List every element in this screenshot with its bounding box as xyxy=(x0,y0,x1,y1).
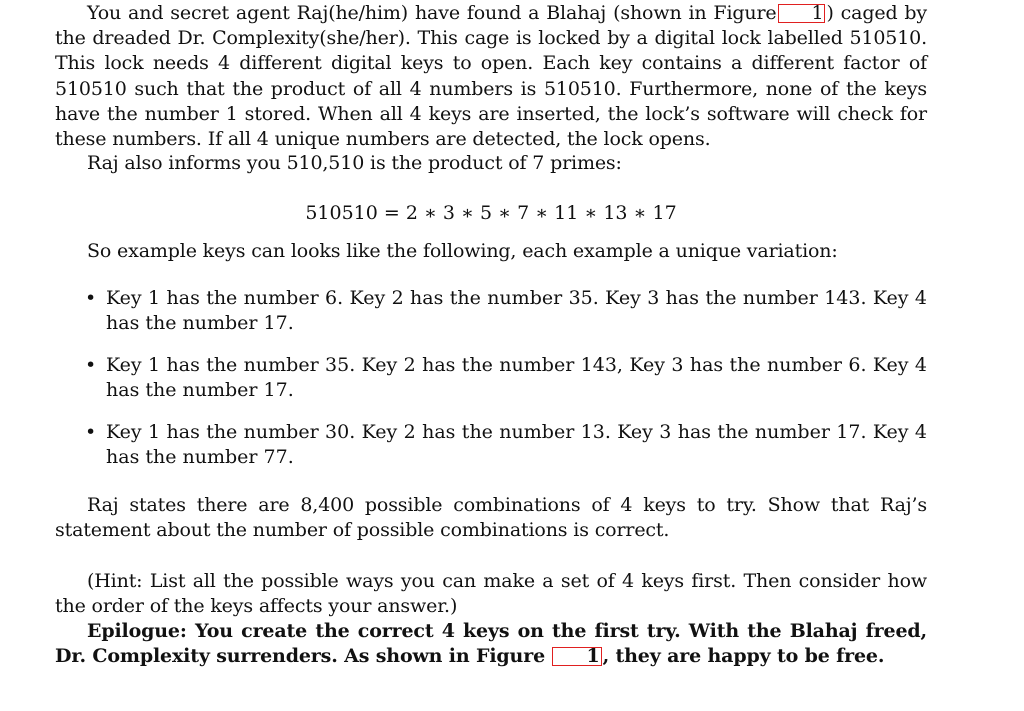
factorization-equation: 510510 = 2 ∗ 3 ∗ 5 ∗ 7 ∗ 11 ∗ 13 ∗ 17 xyxy=(305,202,677,224)
intro-text-before-ref: You and secret agent Raj(he/him) have found a Blahaj (shown in Figure xyxy=(87,2,777,24)
list-item xyxy=(55,420,927,470)
intro-text-after-ref: ) caged by the dreaded Dr. Complexity(she/her). This cage is locked by a digital lock labelled 510510. This lock needs 4 different digital keys to open. Each key contains a different factor of 510510 such that the product of all 4 numbers is 510510. Furthermore, none of the keys have the number 1 stored. When all 4 keys are inserted, the lock’s software will check for these numbers. If all 4 unique numbers are detected, the lock opens. xyxy=(55,2,927,151)
bullet-icon: • xyxy=(85,421,97,443)
intro-paragraph xyxy=(55,1,927,152)
hint-paragraph: (Hint: List all the possible ways you can make a set of 4 keys first. Then consider how the order of the keys affects your answer.) xyxy=(55,570,927,618)
epilogue-paragraph xyxy=(55,619,927,669)
question-paragraph: Raj states there are 8,400 possible combinations of 4 keys to try. Show that Raj’s statement about the number of possible combinations is correct. xyxy=(55,494,927,542)
epilogue-text-before-ref: Epilogue: You create the correct 4 keys on the first try. With the Blahaj freed, Dr. Complexity surrenders. As shown in Figure xyxy=(55,620,927,668)
figure-reference-link[interactable]: 1 xyxy=(552,647,601,666)
primes-paragraph: Raj also informs you 510,510 is the product of 7 primes: xyxy=(87,152,622,174)
bullet-icon: • xyxy=(85,354,97,376)
list-item xyxy=(55,286,927,336)
bullet-icon: • xyxy=(85,287,97,309)
figure-reference-link[interactable]: 1 xyxy=(778,4,826,23)
list-item xyxy=(55,353,927,403)
example-text: Key 1 has the number 35. Key 2 has the number 143, Key 3 has the number 6. Key 4 has the number 17. xyxy=(106,354,927,402)
example-text: Key 1 has the number 30. Key 2 has the number 13. Key 3 has the number 17. Key 4 has the number 77. xyxy=(106,421,927,469)
example-text: Key 1 has the number 6. Key 2 has the number 35. Key 3 has the number 143. Key 4 has the number 17. xyxy=(106,287,927,335)
epilogue-text-after-ref: , they are happy to be free. xyxy=(602,645,885,668)
examples-intro-paragraph: So example keys can looks like the following, each example a unique variation: xyxy=(87,240,838,262)
